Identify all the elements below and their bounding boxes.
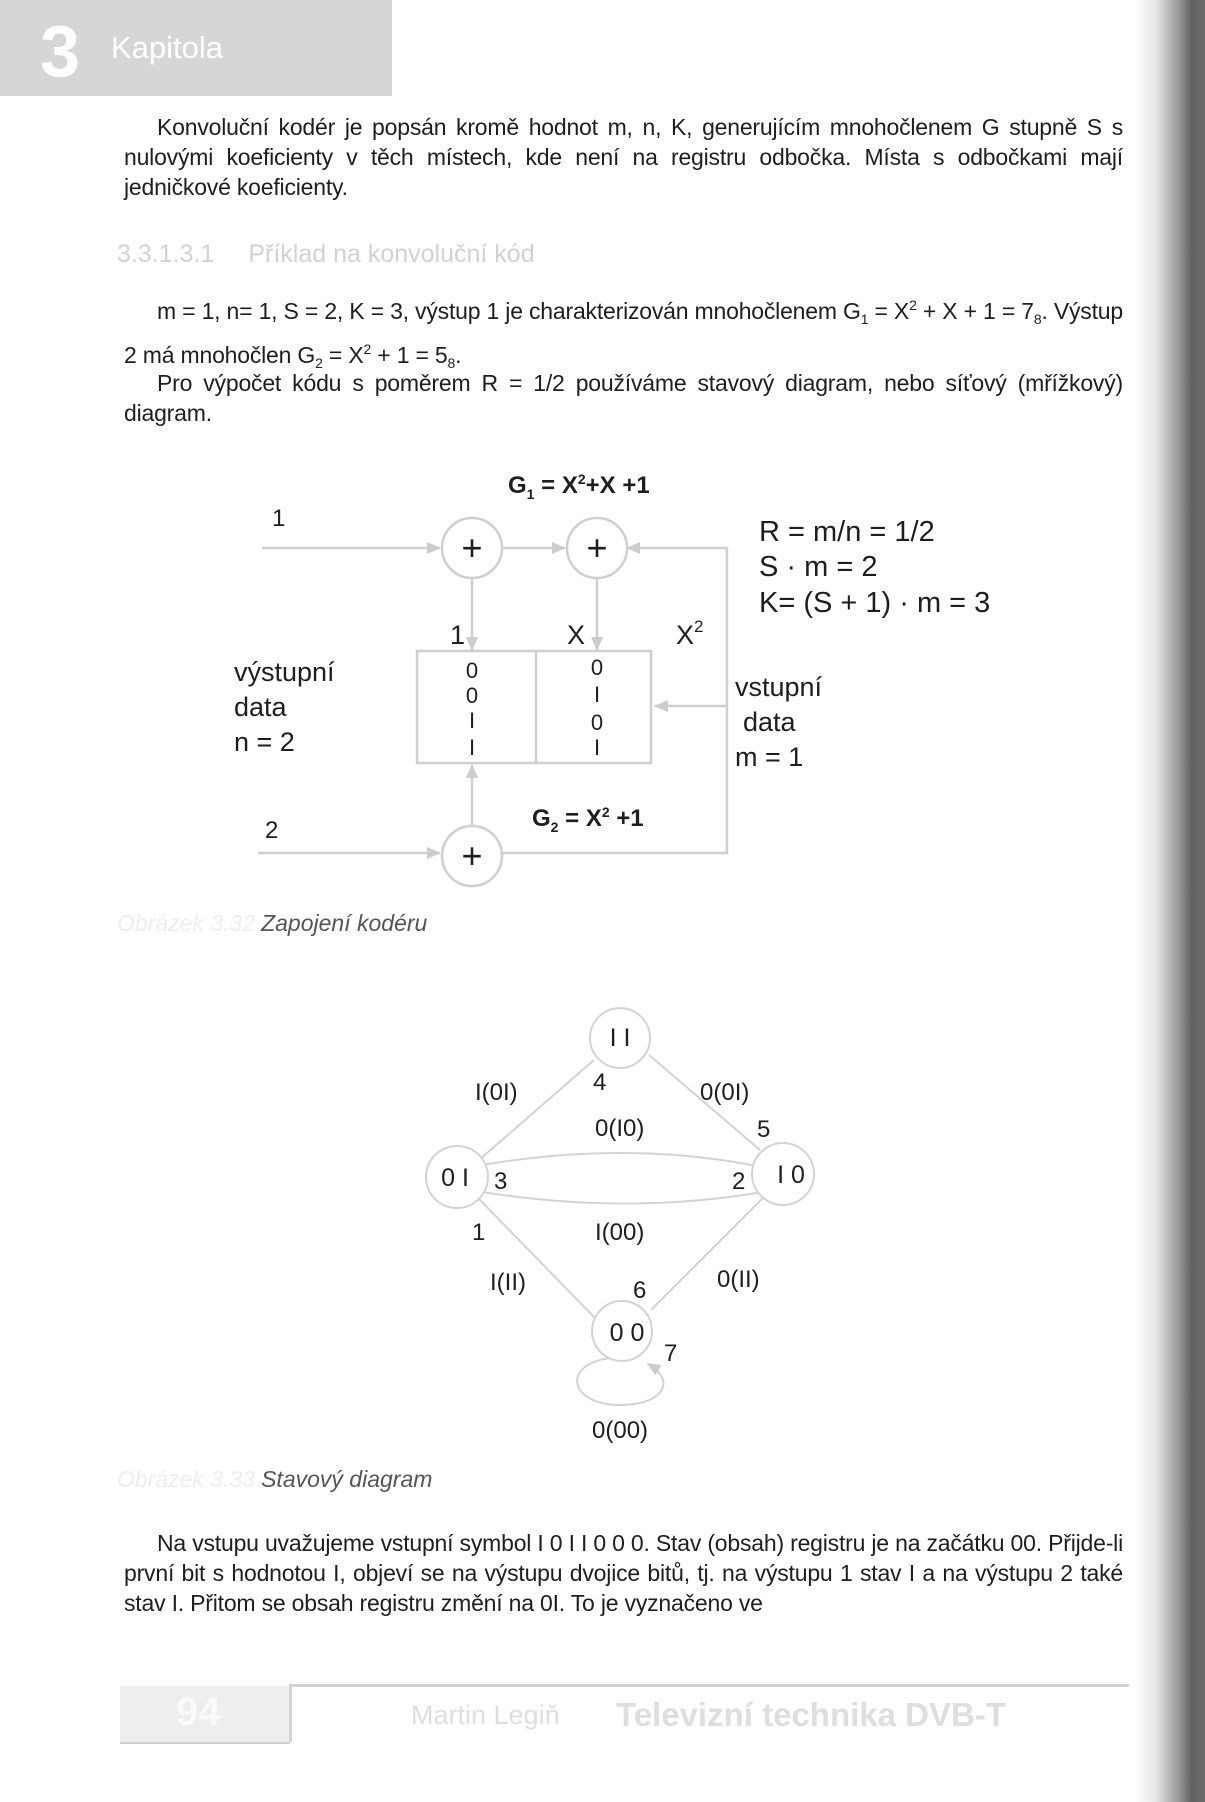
output1-label: 1 (272, 505, 286, 532)
paragraph-intro: Konvoluční kodér je popsán kromě hodnot m, n, K, generujícím mnohočlenem G stupně S s nulovými koeficienty v těch místech, kde není na registru odbočka. Místa s odbočkami mají jedničkové koeficienty. (124, 114, 1123, 200)
g2-x: = X (558, 805, 602, 832)
adder-a-symbol: + (461, 527, 483, 568)
g2-g: G (532, 805, 551, 832)
output2-label: 2 (265, 817, 279, 844)
adder-c-symbol: + (461, 835, 483, 876)
cell1-bit: I (468, 735, 476, 760)
input-data-line: m = 1 (735, 742, 804, 772)
cell1-bit: 0 (465, 683, 479, 708)
subscript: 2 (315, 355, 323, 371)
step-number: 5 (757, 1116, 771, 1143)
g1-tail: +X +1 (585, 472, 650, 499)
edge-10-00 (651, 1198, 763, 1310)
edge-01-10 (482, 1192, 762, 1204)
page-number: 94 (176, 1690, 221, 1734)
cell2-bit: 0 (590, 655, 604, 680)
text: . (455, 342, 462, 368)
figure-number: Obrázek 3.33 (117, 1466, 256, 1492)
footer-book-title: Televizní technika DVB-T (616, 1696, 1006, 1733)
adder-b-symbol: + (586, 527, 608, 568)
section-number: 3.3.1.3.1 (117, 240, 215, 268)
text: = X (868, 298, 910, 324)
footer-author: Martin Legiň (411, 1700, 560, 1730)
section-title: Příklad na konvoluční kód (248, 240, 535, 268)
subscript: 8 (1033, 311, 1042, 327)
paragraph-rate: Pro výpočet kódu s poměrem R = 1/2 používáme stavový diagram, nebo síťový (mřížkový) diagram. (124, 370, 1123, 426)
transition-label: 0(I0) (595, 1115, 645, 1142)
transition-label: I(II) (490, 1269, 526, 1296)
state-01-label: 0 I (441, 1164, 469, 1192)
footer-rule (289, 1684, 1129, 1687)
transition-label: I(00) (595, 1219, 645, 1246)
tap-1-label: 1 (450, 620, 466, 650)
chapter-label: Kapitola (111, 30, 224, 65)
subscript: 1 (860, 311, 869, 327)
edge-00-01 (478, 1198, 595, 1318)
figure-title: Zapojení kodéru (261, 910, 428, 936)
transition-label: I(0I) (475, 1079, 518, 1106)
paragraph-bottom: Na vstupu uvažujeme vstupní symbol I 0 I I 0 0 0. Stav (obsah) registru je na začátku 00. Přijde-li první bit s hodnotou I, objeví se na výstupu dvojice bitů, tj. na výstupu 1 stav I a na výstupu 2 také stav I. Přitom se obsah registru změní na 0I. To je vyznačeno ve (124, 1530, 1123, 1616)
output-data-line: výstupní (234, 657, 335, 687)
step-number: 7 (664, 1340, 678, 1367)
step-number: 6 (633, 1277, 647, 1304)
output-data-line: n = 2 (234, 727, 295, 757)
superscript: 2 (363, 341, 372, 357)
param-s-m: S · m = 2 (759, 551, 878, 583)
transition-label: 0(0I) (700, 1079, 750, 1106)
g2-sub: 2 (550, 819, 559, 835)
tap-x2-sup: 2 (694, 617, 704, 636)
param-k: K= (S + 1) · m = 3 (759, 587, 991, 619)
g1-g: G (508, 472, 527, 499)
transition-label: 0(II) (717, 1266, 760, 1293)
step-number: 1 (472, 1219, 486, 1246)
edge-01-11 (479, 1060, 594, 1160)
step-number: 4 (593, 1069, 607, 1096)
chapter-number: 3 (40, 12, 81, 92)
cell2-bit: I (593, 682, 601, 707)
text: . Výstup 2 má mnohočlen G (124, 298, 1123, 368)
tap-x-label: X (567, 620, 586, 650)
g1-x: = X (534, 472, 578, 499)
figure-caption-state (117, 1466, 432, 1493)
param-rate: R = m/n = 1/2 (759, 516, 935, 548)
edge-10-01 (482, 1153, 762, 1167)
state-10-label: I 0 (777, 1161, 805, 1189)
book-binding-shadow (1135, 0, 1205, 1802)
input-data-line: vstupní (735, 672, 823, 702)
footer-rule-vertical (289, 1684, 292, 1742)
text: = X (322, 342, 364, 368)
step-number: 3 (494, 1168, 508, 1195)
g2-sup: 2 (601, 804, 610, 820)
text: m = 1, n= 1, S = 2, K = 3, výstup 1 je charakterizován mnohočlenem G (157, 298, 861, 324)
g1-sub: 1 (526, 486, 535, 502)
text: + X + 1 = 7 (916, 298, 1034, 324)
superscript: 2 (909, 297, 917, 313)
state-11-label: I I (609, 1024, 631, 1052)
g1-sup: 2 (577, 471, 586, 487)
figure-number: Obrázek 3.32 (117, 910, 256, 936)
cell2-bit: I (593, 735, 601, 760)
cell2-bit: 0 (590, 710, 604, 735)
cell1-bit: I (468, 708, 476, 733)
input-data-line: data (743, 707, 796, 737)
text: + 1 = 5 (371, 342, 448, 368)
transition-label: 0(00) (592, 1417, 649, 1444)
state-00-label: 0 0 (609, 1319, 645, 1347)
edge-00-00-loop (577, 1358, 663, 1405)
figure-title: Stavový diagram (261, 1466, 433, 1492)
subscript: 8 (447, 355, 456, 371)
tap-x2-base: X (676, 620, 695, 650)
g2-tail: +1 (609, 805, 644, 832)
output-data-line: data (234, 692, 287, 722)
cell1-bit: 0 (465, 658, 479, 683)
step-number: 2 (732, 1168, 746, 1195)
